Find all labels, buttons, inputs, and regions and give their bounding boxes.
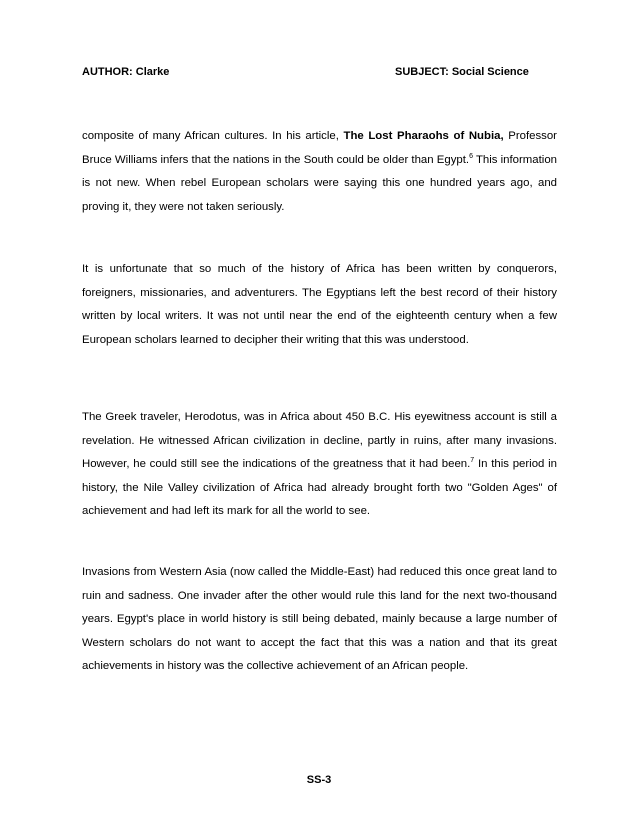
subject-header: SUBJECT: Social Science	[395, 66, 529, 78]
footnote-6: 6	[469, 152, 473, 160]
paragraph-4: Invasions from Western Asia (now called the Middle-East) had reduced this once great land to ruin and sadness. One invader after the other would rule this land for the next two-thousand years. Egypt's place in world history is still being debated, mainly because a large number of Western scholars do not want to accept the fact that this was a nation and that its great achievements in history was the collective achievement of an African people.	[82, 566, 557, 673]
paragraph-1-text-c: This information is not new. When rebel European scholars were saying this one hundred years ago, and proving it, they were not taken seriously.	[82, 153, 557, 213]
paragraph-3	[82, 406, 557, 524]
article-title: The Lost Pharaohs of Nubia,	[343, 130, 504, 142]
author-header: AUTHOR: Clarke	[82, 66, 170, 78]
paragraph-1	[82, 125, 557, 219]
paragraph-3-text-b: In this period in history, the Nile Valley civilization of Africa had already brought forth two "Golden Ages" of achievement and had left its mark for all the world to see.	[82, 458, 557, 518]
paragraph-3-text-a: The Greek traveler, Herodotus, was in Africa about 450 B.C. His eyewitness account is still a revelation. He witnessed African civilization in decline, partly in ruins, after many invasions. However, he could still see the indications of the greatness that it had been.	[82, 411, 557, 471]
footnote-7: 7	[470, 457, 475, 465]
paragraph-1-text-a: composite of many African cultures. In his article,	[82, 130, 344, 142]
paragraph-1-text-b: Professor Bruce Williams infers that the nations in the South could be older than Egypt.	[82, 130, 557, 166]
paragraph-2: It is unfortunate that so much of the history of Africa has been written by conquerors, foreigners, missionaries, and adventurers. The Egyptians left the best record of their history written by local writers. It was not until near the end of the eighteenth century when a few European scholars learned to decipher their writing that this was understood.	[82, 263, 557, 346]
page-number: SS-3	[306, 774, 332, 786]
